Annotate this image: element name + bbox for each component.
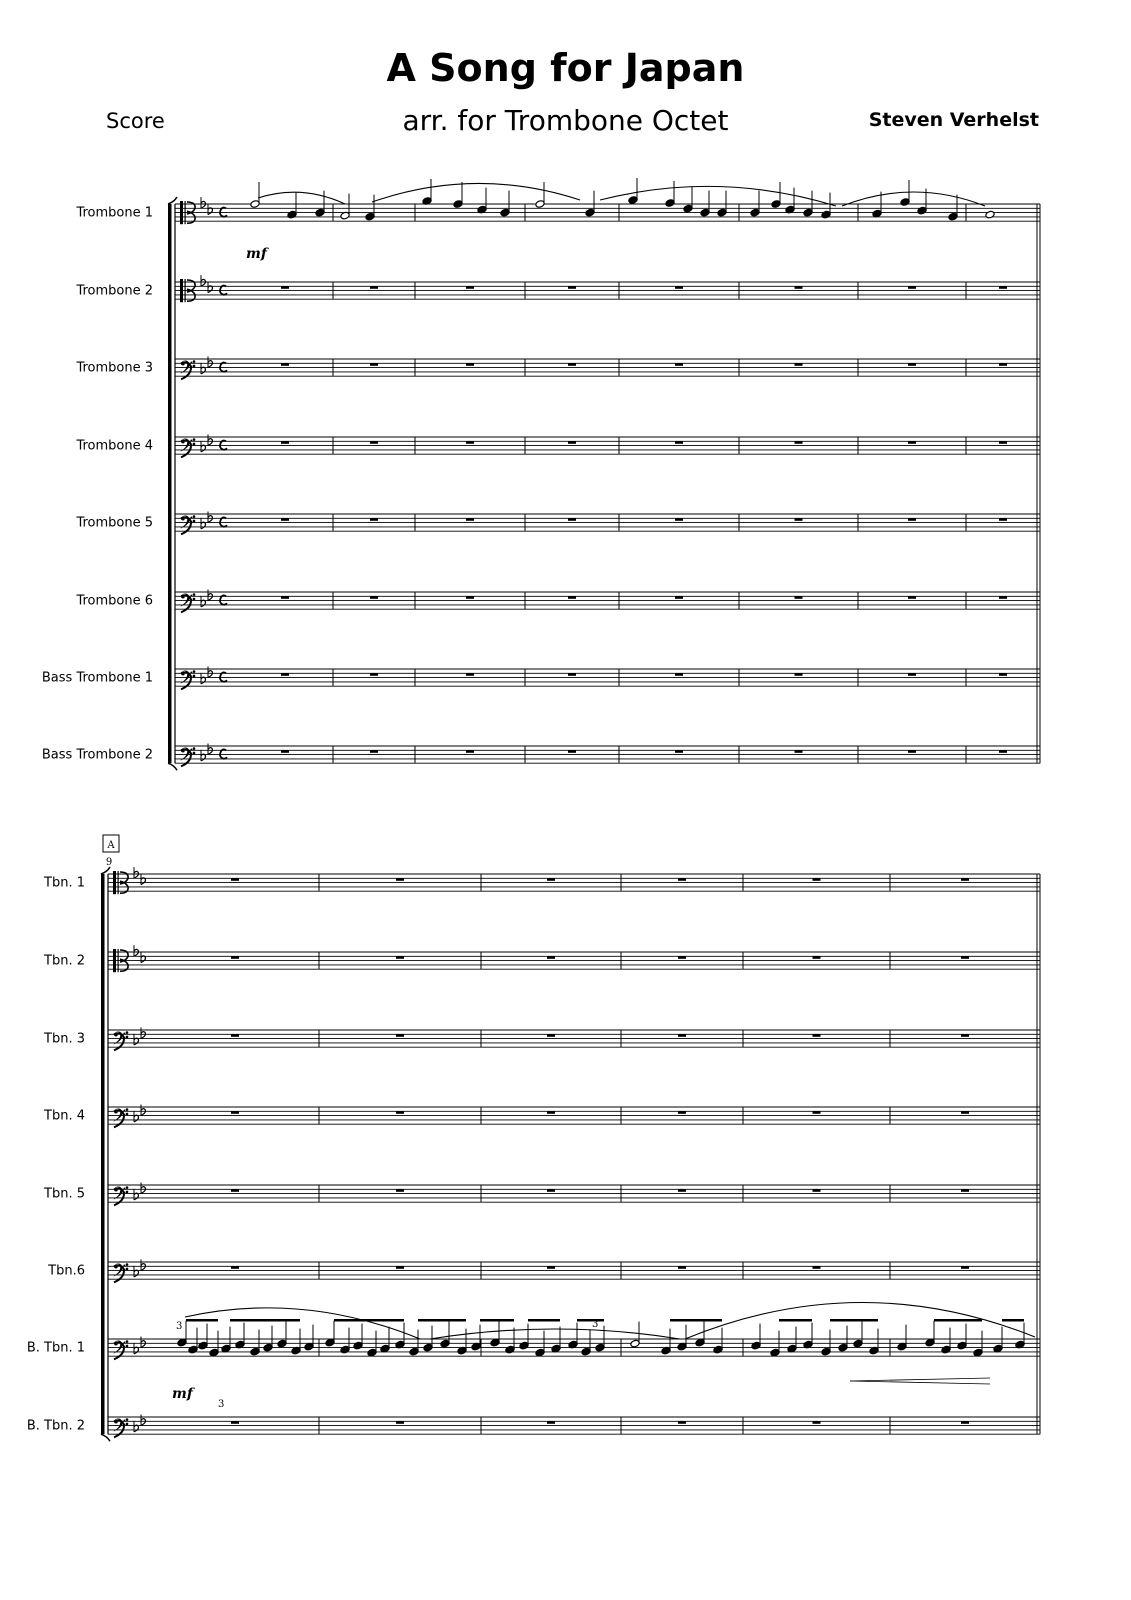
bass-clef-dot	[126, 1340, 129, 1343]
whole-rest	[547, 878, 555, 881]
whole-rest	[466, 286, 474, 289]
flat-sign-bowl	[134, 871, 139, 878]
whole-rest	[281, 750, 289, 753]
staff	[43, 1104, 1040, 1131]
beam	[230, 1319, 300, 1322]
beam	[830, 1319, 878, 1322]
system-bracket	[168, 204, 172, 763]
whole-rest	[547, 1034, 555, 1037]
whole-rest	[231, 956, 239, 959]
bass-clef-dot	[193, 360, 196, 363]
whole-rest	[547, 956, 555, 959]
staff	[43, 1027, 1040, 1054]
whole-rest	[466, 441, 474, 444]
instrument-label: B. Tbn. 2	[26, 1418, 85, 1434]
bass-clef-dot	[126, 1031, 129, 1034]
beam	[186, 1319, 218, 1322]
staff	[42, 743, 1040, 770]
flat-sign-bowl	[141, 1341, 146, 1348]
whole-rest	[466, 673, 474, 676]
bass-clef-dot	[126, 1186, 129, 1189]
bass-clef: 𝄢	[112, 1261, 127, 1287]
instrument-label: Bass Trombone 2	[41, 747, 153, 763]
crescendo-hairpin	[850, 1381, 990, 1384]
score-system	[42, 178, 1040, 770]
staff	[75, 197, 1040, 224]
flat-sign-bowl	[141, 1187, 146, 1194]
tenor-clef-bar	[118, 871, 119, 894]
bass-clef: 𝄢	[179, 745, 194, 771]
bass-clef: 𝄢	[179, 668, 194, 694]
bass-clef-dot	[126, 1423, 129, 1426]
bass-clef-dot	[126, 1345, 129, 1348]
whole-rest	[396, 1421, 404, 1424]
whole-rest	[396, 956, 404, 959]
whole-rest	[396, 1034, 404, 1037]
flat-sign-bowl	[201, 754, 206, 761]
whole-rest	[396, 1266, 404, 1269]
whole-rest	[231, 1266, 239, 1269]
staff	[43, 867, 1040, 894]
whole-rest	[961, 878, 969, 881]
whole-rest	[908, 750, 916, 753]
whole-rest	[466, 596, 474, 599]
crescendo-hairpin	[850, 1378, 990, 1381]
whole-rest	[813, 956, 821, 959]
whole-rest	[813, 1266, 821, 1269]
bracket-hook-top	[168, 197, 177, 204]
whole-rest	[908, 286, 916, 289]
bass-clef-dot	[126, 1263, 129, 1266]
tuplet-number: 3	[592, 1319, 599, 1330]
whole-rest	[370, 518, 378, 521]
melody-trombone-1	[246, 178, 995, 262]
whole-rest	[678, 1189, 686, 1192]
rehearsal-letter: A	[107, 840, 115, 851]
bass-clef-dot	[193, 593, 196, 596]
whole-rest	[370, 673, 378, 676]
bass-clef: 𝄢	[112, 1338, 127, 1364]
instrument-label: Tbn. 3	[44, 1031, 85, 1047]
flat-sign-bowl	[141, 878, 146, 885]
flat-sign-bowl	[208, 671, 213, 678]
whole-rest	[281, 596, 289, 599]
whole-rest	[281, 363, 289, 366]
staff	[75, 511, 1040, 538]
flat-sign-bowl	[201, 279, 206, 286]
rehearsal-mark	[103, 835, 119, 868]
whole-rest	[370, 286, 378, 289]
bass-clef: 𝄢	[112, 1029, 127, 1055]
bass-clef-dot	[126, 1108, 129, 1111]
whole-rest	[547, 1421, 555, 1424]
beam	[577, 1319, 604, 1322]
whole-rest	[999, 750, 1007, 753]
flat-sign-bowl	[201, 677, 206, 684]
staff	[75, 356, 1040, 383]
tenor-clef-bar	[185, 279, 186, 302]
flat-sign-bowl	[141, 956, 146, 963]
whole-rest	[231, 1189, 239, 1192]
bracket-hook-bottom	[168, 763, 177, 770]
flat-sign-bowl	[208, 516, 213, 523]
bass-clef: 𝄢	[112, 1184, 127, 1210]
flat-sign-bowl	[201, 201, 206, 208]
composer-name: Steven Verhelst	[868, 109, 1039, 131]
whole-rest	[795, 518, 803, 521]
bass-clef-dot	[193, 443, 196, 446]
whole-rest	[675, 750, 683, 753]
beam	[1002, 1319, 1024, 1322]
instrument-label: Trombone 2	[76, 283, 153, 299]
tenor-clef-bar	[113, 871, 116, 894]
whole-rest	[678, 1266, 686, 1269]
whole-rest	[370, 363, 378, 366]
staff	[43, 1182, 1040, 1209]
flat-sign-bowl	[208, 594, 213, 601]
flat-sign-bowl	[134, 1193, 139, 1200]
instrument-label: Tbn. 5	[44, 1186, 85, 1202]
whole-rest	[568, 286, 576, 289]
score-subtitle: arr. for Trombone Octet	[402, 104, 729, 137]
beam	[528, 1319, 560, 1322]
common-time-sign	[220, 208, 227, 217]
whole-rest	[961, 1111, 969, 1114]
tenor-clef-bar	[180, 201, 183, 224]
whole-rest	[999, 673, 1007, 676]
whole-rest	[281, 286, 289, 289]
bass-clef-dot	[126, 1268, 129, 1271]
slur	[185, 1308, 420, 1339]
flat-sign-bowl	[134, 1270, 139, 1277]
instrument-label: Tbn. 1	[44, 875, 85, 891]
instrument-label: Trombone 5	[76, 515, 153, 531]
whole-rest	[961, 1189, 969, 1192]
whole-rest	[281, 673, 289, 676]
whole-rest	[999, 518, 1007, 521]
tenor-clef-bar	[185, 201, 186, 224]
instrument-label: Tbn.6	[48, 1263, 85, 1279]
whole-rest	[466, 518, 474, 521]
whole-rest	[999, 286, 1007, 289]
bass-clef: 𝄢	[179, 513, 194, 539]
tuplet-number: 3	[176, 1321, 183, 1332]
beam	[779, 1319, 812, 1322]
whole-rest	[795, 441, 803, 444]
whole-rest	[231, 1421, 239, 1424]
bass-clef: 𝄢	[179, 591, 194, 617]
flat-sign-bowl	[141, 1264, 146, 1271]
whole-rest	[961, 1034, 969, 1037]
whole-rest	[568, 673, 576, 676]
instrument-label: Tbn. 2	[44, 953, 85, 969]
bracket-hook-top	[101, 867, 110, 874]
measure-number: 9	[105, 857, 113, 868]
whole-rest	[678, 1111, 686, 1114]
whole-rest	[678, 956, 686, 959]
whole-rest	[370, 441, 378, 444]
slur	[600, 186, 836, 206]
dynamic-mf: mf	[172, 1386, 193, 1402]
flat-sign-bowl	[201, 600, 206, 607]
bass-clef-dot	[193, 670, 196, 673]
whole-rest	[568, 518, 576, 521]
whole-rest	[568, 363, 576, 366]
bass-clef: 𝄢	[179, 436, 194, 462]
staff	[43, 945, 1040, 972]
instrument-label: Trombone 3	[76, 360, 153, 376]
bass-clef: 𝄢	[179, 358, 194, 384]
staff	[42, 666, 1040, 693]
beam	[934, 1319, 982, 1322]
whole-rest	[547, 1189, 555, 1192]
flat-sign-bowl	[141, 1032, 146, 1039]
system-bracket	[101, 874, 105, 1434]
whole-rest	[795, 286, 803, 289]
flat-sign-bowl	[141, 1109, 146, 1116]
whole-rest	[675, 518, 683, 521]
tuplet-number: 3	[218, 1399, 225, 1410]
bracket-hook-bottom	[101, 1434, 110, 1441]
flat-sign-bowl	[201, 367, 206, 374]
flat-sign-bowl	[201, 522, 206, 529]
staff	[75, 275, 1040, 302]
whole-rest	[961, 956, 969, 959]
whole-rest	[231, 1111, 239, 1114]
whole-rest	[231, 1034, 239, 1037]
flat-sign-bowl	[134, 1038, 139, 1045]
bass-clef-dot	[193, 747, 196, 750]
whole-rest	[678, 1034, 686, 1037]
flat-sign-bowl	[208, 439, 213, 446]
bass-clef-dot	[193, 365, 196, 368]
beam	[480, 1319, 514, 1322]
whole-rest	[999, 596, 1007, 599]
slur	[372, 183, 580, 202]
bass-clef-dot	[193, 675, 196, 678]
whole-rest	[370, 596, 378, 599]
whole-rest	[795, 596, 803, 599]
whole-rest	[675, 673, 683, 676]
flat-sign-bowl	[134, 1115, 139, 1122]
staff	[75, 589, 1040, 616]
whole-rest	[675, 363, 683, 366]
slur	[430, 1329, 680, 1339]
whole-rest	[908, 518, 916, 521]
flat-sign-bowl	[208, 748, 213, 755]
whole-rest	[908, 673, 916, 676]
staff	[27, 1414, 1040, 1441]
beam	[670, 1319, 722, 1322]
whole-rest	[568, 441, 576, 444]
whole-rest	[281, 518, 289, 521]
flat-sign-bowl	[208, 286, 213, 293]
whole-rest	[908, 596, 916, 599]
whole-rest	[568, 750, 576, 753]
tenor-clef-bar	[180, 279, 183, 302]
note-head	[985, 210, 995, 219]
whole-rest	[466, 750, 474, 753]
score-title: A Song for Japan	[386, 46, 745, 90]
whole-rest	[396, 1111, 404, 1114]
whole-rest	[795, 363, 803, 366]
whole-rest	[795, 750, 803, 753]
instrument-label: Trombone 4	[76, 438, 153, 454]
whole-rest	[675, 441, 683, 444]
whole-rest	[795, 673, 803, 676]
bass-clef-dot	[193, 515, 196, 518]
whole-rest	[231, 878, 239, 881]
instrument-label: Bass Trombone 1	[41, 670, 153, 686]
bass-clef-dot	[193, 752, 196, 755]
whole-rest	[547, 1111, 555, 1114]
whole-rest	[999, 441, 1007, 444]
whole-rest	[813, 1421, 821, 1424]
whole-rest	[678, 878, 686, 881]
flat-sign-bowl	[208, 361, 213, 368]
whole-rest	[813, 1189, 821, 1192]
bass-clef: 𝄢	[112, 1416, 127, 1442]
whole-rest	[999, 363, 1007, 366]
flat-sign-bowl	[208, 208, 213, 215]
whole-rest	[813, 878, 821, 881]
whole-rest	[678, 1421, 686, 1424]
tenor-clef-bar	[113, 949, 116, 972]
whole-rest	[908, 363, 916, 366]
flat-sign-bowl	[141, 1419, 146, 1426]
flat-sign-bowl	[134, 1347, 139, 1354]
whole-rest	[961, 1266, 969, 1269]
instrument-label: Trombone 6	[76, 593, 153, 609]
whole-rest	[813, 1111, 821, 1114]
whole-rest	[675, 596, 683, 599]
flat-sign-bowl	[134, 1425, 139, 1432]
whole-rest	[396, 1189, 404, 1192]
instrument-label: B. Tbn. 1	[26, 1340, 85, 1356]
bass-clef-dot	[193, 438, 196, 441]
staff	[75, 434, 1040, 461]
whole-rest	[396, 878, 404, 881]
flat-sign-bowl	[201, 445, 206, 452]
tenor-clef-bar	[118, 949, 119, 972]
whole-rest	[961, 1421, 969, 1424]
whole-rest	[675, 286, 683, 289]
whole-rest	[568, 596, 576, 599]
whole-rest	[370, 750, 378, 753]
bass-clef-dot	[193, 598, 196, 601]
score-system	[27, 835, 1040, 1441]
instrument-label: Trombone 1	[76, 205, 153, 221]
bass-clef-dot	[126, 1191, 129, 1194]
score-label: Score	[106, 109, 165, 133]
flat-sign-bowl	[134, 949, 139, 956]
whole-rest	[281, 441, 289, 444]
bass-clef-dot	[126, 1036, 129, 1039]
slur	[258, 192, 345, 204]
bass-clef-dot	[126, 1113, 129, 1116]
whole-rest	[813, 1034, 821, 1037]
instrument-label: Tbn. 4	[44, 1108, 85, 1124]
bass-clef: 𝄢	[112, 1106, 127, 1132]
bass-clef-dot	[126, 1418, 129, 1421]
whole-rest	[466, 363, 474, 366]
whole-rest	[547, 1266, 555, 1269]
staff	[47, 1259, 1040, 1286]
dynamic-mf: mf	[246, 246, 267, 262]
whole-rest	[908, 441, 916, 444]
beam	[418, 1319, 466, 1322]
bass-clef-dot	[193, 520, 196, 523]
